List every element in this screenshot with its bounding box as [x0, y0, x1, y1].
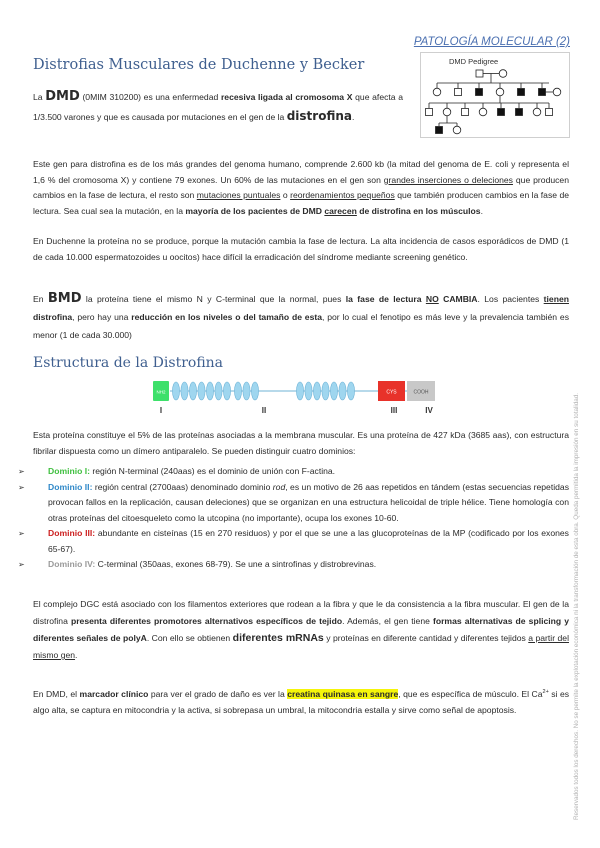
- domain-text-4: C-terminal (350aas, exones 68-79). Se une a sintrofinas y distrobrevinas.: [95, 559, 377, 569]
- domain-label-4: Dominio IV:: [48, 559, 96, 569]
- dgc-text: .: [75, 650, 78, 660]
- gene-paragraph: [33, 157, 569, 219]
- gene-lack: carecen: [324, 205, 357, 216]
- bmd-text: En: [33, 294, 48, 304]
- pedigree-male: [476, 70, 483, 77]
- spectrin-repeat: [313, 382, 320, 400]
- gene-majority: mayoría de los pacientes de DMD: [185, 205, 325, 216]
- spectrin-repeat: [172, 382, 179, 400]
- domain-rod-term: rod: [272, 481, 286, 492]
- domain-roman-iii: III: [390, 406, 398, 415]
- intro-text-1: es una enfermedad: [141, 92, 221, 102]
- domain-roman-i: I: [159, 406, 163, 415]
- pedigree-affected-male: [516, 109, 523, 116]
- dgc-text: . Con ello se obtienen: [146, 633, 233, 643]
- pedigree-female: [533, 108, 541, 116]
- dgc-promoters: presenta diferentes promotores alternativos específicos de tejido: [70, 616, 343, 626]
- pedigree-affected-male: [498, 109, 505, 116]
- gene-rearrangements: reordenamientos pequeños: [290, 190, 395, 200]
- section-title-structure: Estructura de la Distrofina: [33, 355, 224, 371]
- pedigree-male: [462, 109, 469, 116]
- domain-text-2: región central (2700aas) denominado dominio: [92, 481, 273, 492]
- header-subject: PATOLOGÍA MOLECULAR (2): [413, 36, 570, 48]
- bullet-arrow-icon: ➢: [18, 560, 25, 569]
- domain-item-1: [18, 464, 569, 480]
- gene-text: que producen cambios en la fase de lectura, el resto son: [33, 174, 569, 200]
- bullet-arrow-icon: ➢: [18, 529, 25, 538]
- pedigree-male: [426, 109, 433, 116]
- pedigree-label: DMD Pedigree: [449, 57, 499, 66]
- dgc-text: . Además, el gen tiene: [342, 616, 433, 626]
- domain-label-1: Dominio I:: [48, 466, 91, 476]
- bmd-no: NO: [425, 294, 439, 304]
- pedigree-affected-male: [476, 89, 483, 96]
- spectrin-repeat: [189, 382, 196, 400]
- marker-text: si es algo alta, se captura en mitocondria y la activa, si sobrepasa un umbral, la mitocondria estalla y sirve como señal de apoptosis.: [33, 688, 570, 716]
- domain-text-2b: , es un motivo de 26 aas repetidos en tándem (estas secuencias repetidas provocan fallos en la replicación, causan deleciones) que se organizan en una estructura helicoidal de triple hélice. Tiene homología con otras proteínas del citoesqueleto como la utcopina (no importante), ocupa los exones 10-60.: [48, 481, 569, 523]
- pedigree-figure: [420, 52, 570, 138]
- domain-label-3: Dominio III:: [48, 528, 96, 538]
- pedigree-female: [553, 88, 561, 96]
- page-title: Distrofias Musculares de Duchenne y Becker: [33, 57, 365, 73]
- marker-text: , que es específica de músculo. El Ca: [398, 688, 543, 699]
- gene-text: Este gen para distrofina es de los más grandes del genoma humano, comprende 2.600 kb (la mitad del genoma de E. coli y representa el 1,6 % del cromosoma X) y contiene 79 exones. Un 60% de las mutaciones en el gen son: [33, 159, 569, 185]
- duchenne-paragraph: En Duchenne la proteína no se produce, porque la mutación cambia la fase de lectura. La alta incidencia de casos esporádicos de DMD (1 de cada 10.000 espermatozoides u oocitos) hace difícil la erradicación del síndrome mediante screening genético.: [33, 236, 569, 262]
- marker-creatine-kinase: creatina quinasa en sangre: [287, 688, 399, 699]
- domain-roman-iv: IV: [425, 406, 433, 415]
- pedigree-female: [479, 108, 487, 116]
- dgc-same-gene: a partir del mismo gen: [33, 633, 569, 660]
- spectrin-repeat: [215, 382, 222, 400]
- dgc-text: El complejo DGC está asociado con los filamentos exteriores que rodean a la fibra y que le da consistencia a la fibra muscular. El gen de la distrofina: [33, 599, 569, 626]
- bmd-reading-frame: la fase de lectura: [345, 294, 426, 304]
- spectrin-repeat: [223, 382, 230, 400]
- recessive-x-linked: recesiva ligada al cromosoma X: [220, 92, 353, 102]
- dgc-text: y proteínas en diferente cantidad y diferentes tejidos: [323, 633, 529, 643]
- pedigree-male: [455, 89, 462, 96]
- pedigree-female: [433, 88, 441, 96]
- pedigree-carrier-female: [496, 88, 504, 96]
- spectrin-repeat: [339, 382, 346, 400]
- pedigree-female: [443, 108, 451, 116]
- spectrin-repeat: [234, 382, 241, 400]
- pedigree-affected-male: [436, 127, 443, 134]
- spectrin-repeat: [181, 382, 188, 400]
- spectrin-repeat: [330, 382, 337, 400]
- dmd-acronym: DMD: [45, 89, 80, 104]
- bmd-text: . Los pacientes: [477, 294, 544, 304]
- bmd-text: , pero hay una: [72, 312, 132, 322]
- domain-cys-label: CYS: [386, 389, 397, 396]
- dgc-mrnas: diferentes mRNAs: [232, 632, 324, 644]
- spectrin-repeat: [322, 382, 329, 400]
- intro-paragraph: La DMD (0MIM 310200) es una enfermedad recesiva ligada al cromosoma X que afecta a 1/3.500 varones y que es causada por mutaciones en el gen de la distrofina.: [33, 89, 404, 123]
- domain-cooh-label: COOH: [413, 389, 429, 396]
- marker-text: para ver el grado de daño es ver la: [148, 688, 288, 699]
- domain-item-3: [18, 526, 569, 557]
- omim-code: (0MIM 310200): [82, 92, 141, 102]
- intro-text-3: .: [351, 112, 355, 122]
- dgc-paragraph: [33, 596, 569, 664]
- gene-text: .: [480, 205, 483, 216]
- gene-text: que también producen cambios en la fase de lectura. Sea cual sea la mutación, en la: [33, 190, 570, 216]
- bmd-text: , por lo cual el fenotipo es más leve y la prevalencia también es menor (1 de cada 30.000): [33, 312, 569, 340]
- spectrin-repeat: [243, 382, 250, 400]
- gene-text: o: [280, 190, 291, 200]
- domain-text-3: abundante en cisteínas (15 en 270 residuos) y por el que se une a las glucoproteínas de la MP (codificado por los exones 65-67).: [48, 528, 569, 554]
- bmd-dystrophin: distrofina: [33, 312, 73, 322]
- copyright-watermark: Reservados todos los derechos. No se permite la explotación económica ni la transformación de esta obra. Queda permitida la impresión en su totalidad.: [573, 392, 580, 820]
- domain-item-4: [18, 557, 569, 573]
- pedigree-diagram: [421, 53, 569, 137]
- domain-roman-ii: II: [261, 406, 267, 415]
- domain-text-1: región N-terminal (240aas) es el dominio de unión con F-actina.: [90, 466, 336, 476]
- bmd-reduction: reducción en los niveles o del tamaño de esta: [131, 312, 323, 322]
- gene-insertions: grandes inserciones o deleciones: [383, 174, 513, 185]
- structure-paragraph: Esta proteína constituye el 5% de las proteínas asociadas a la membrana muscular. Es una proteína de 427 kDa (3685 aas), con estructura fibrilar dispuesta como un dímero antiparalelo. Se pueden distinguir cuatro dominios:: [33, 430, 569, 456]
- intro-text-2: que afecta a 1/3.500 varones y que es causada por mutaciones en el gen de la: [33, 92, 404, 122]
- spectrin-repeat: [305, 382, 312, 400]
- bmd-changes: CAMBIA: [438, 294, 478, 304]
- marker-calcium-charge: 2+: [542, 689, 549, 695]
- spectrin-repeat: [198, 382, 205, 400]
- spectrin-repeat: [251, 382, 258, 400]
- pedigree-affected-male: [518, 89, 525, 96]
- spectrin-repeat: [206, 382, 213, 400]
- spectrin-repeat: [347, 382, 354, 400]
- domain-item-2: [18, 480, 569, 527]
- pedigree-affected-male: [539, 89, 546, 96]
- pedigree-male: [546, 109, 553, 116]
- dystrophin-term: distrofina: [286, 109, 352, 123]
- bullet-arrow-icon: ➢: [18, 482, 25, 492]
- domain-list: [18, 464, 569, 573]
- marker-clinical: marcador clínico: [79, 688, 149, 699]
- bullet-arrow-icon: ➢: [18, 467, 25, 476]
- bmd-text: la proteína tiene el mismo N y C-terminal que la normal, pues: [81, 294, 346, 304]
- pedigree-female: [453, 126, 461, 134]
- bmd-have: tienen: [543, 294, 569, 304]
- gene-point-mutations: mutaciones puntuales: [196, 190, 281, 200]
- pedigree-female: [499, 70, 507, 78]
- spectrin-repeat: [296, 382, 303, 400]
- dystrophin-domain-diagram: [150, 377, 450, 417]
- gene-muscles: de distrofina en los músculos: [356, 205, 481, 216]
- domain-nh2-label: NH2: [156, 389, 166, 395]
- bmd-paragraph: [33, 290, 569, 344]
- dgc-splicing: formas alternativas de splicing y diferentes señales de polyA: [33, 616, 569, 643]
- domain-label-2: Dominio II:: [48, 481, 93, 492]
- bmd-acronym: BMD: [47, 291, 82, 306]
- dystrophin-domain-svg: [150, 377, 450, 417]
- marker-paragraph: [33, 684, 569, 719]
- marker-text: En DMD, el: [33, 688, 80, 699]
